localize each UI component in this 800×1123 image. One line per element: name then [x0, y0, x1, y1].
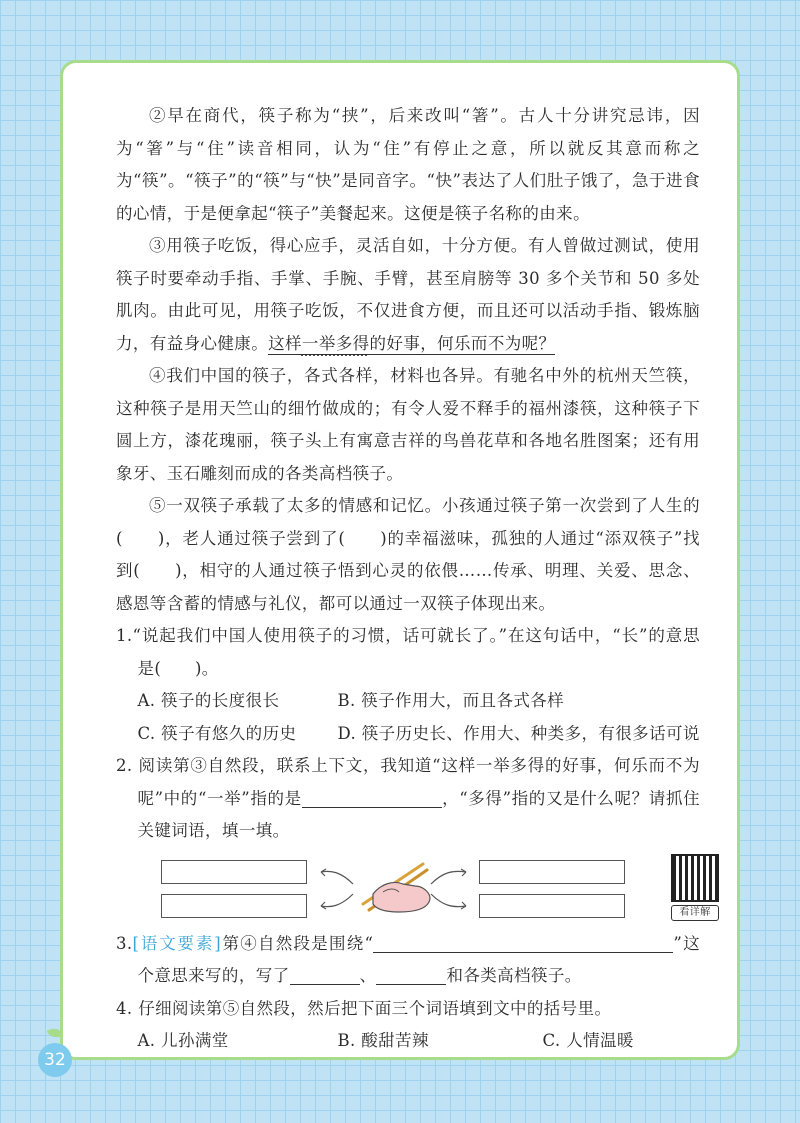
- q3-blank-theme[interactable]: [373, 932, 673, 953]
- dotted-phrase: 一举多得: [301, 333, 370, 353]
- hand-chopsticks-illustration: [311, 854, 476, 924]
- paragraph-3-underlined: [268, 334, 555, 355]
- paragraph-2: ②早在商代，筷子称为“挟”，后来改叫“箸”。古人十分讲究忌讳，因为“箸”与“住”读音相同，认为“住”有停止之意，所以就反其意而称之为“筷”。“筷子”的“筷”与“快”是同音字。“快”表达了人们肚子饿了，急于进食的心情，于是便拿起“筷子”美餐起来。这便是筷子名称的由来。: [116, 106, 700, 223]
- q1-option-c[interactable]: C. 筷子有悠久的历史: [137, 723, 297, 743]
- language-element-tag: [语文要素]: [132, 933, 222, 953]
- q1-option-d[interactable]: D. 筷子历史长、作用大、种类多，有很多话可说: [337, 723, 700, 743]
- q1-option-a[interactable]: A. 筷子的长度很长: [137, 691, 280, 710]
- question-3: [116, 928, 700, 993]
- answer-box-left-bottom[interactable]: [161, 894, 307, 918]
- arrow-left-bottom: [321, 894, 353, 907]
- arrow-left-top: [321, 871, 353, 884]
- q3-number: 3.: [116, 933, 133, 953]
- q3-text-b: ”这个意思来写的，写了: [137, 933, 700, 985]
- paragraph-3-main: ③用筷子吃饭，得心应手，灵活自如，十分方便。有人曾做过测试，使用筷子时要牵动手指、手掌、手腕、手臂，甚至肩膀等 30 多个关节和 50 多处肌肉。由此可见，用筷子吃饭，不仅进食方便，而且还可以活动手指、锻炼脑力，有益身心健康。: [116, 236, 700, 353]
- q3-blank-2[interactable]: [376, 964, 446, 985]
- page-number: 32: [38, 1043, 72, 1077]
- underline-part-a: 这样: [268, 333, 302, 353]
- question-1-options-row1: [116, 685, 700, 718]
- underline-part-c: 的好事，何乐而不为呢？: [369, 333, 556, 353]
- question-1: 1.“说起我们中国人使用筷子的习惯，话可就长了。”在这句话中，“长”的意思是( )。: [116, 626, 700, 678]
- q2-text-b: ，“多得”指的又是什么呢？请抓住关键词语，填一填。: [137, 788, 700, 840]
- q2-answer-blank[interactable]: [302, 787, 442, 808]
- q3-blank-1[interactable]: [290, 964, 360, 985]
- answer-box-left-top[interactable]: [161, 860, 307, 884]
- hand-shape: [373, 882, 430, 912]
- arrow-right-top: [431, 871, 466, 884]
- question-2: [116, 750, 700, 848]
- content: [116, 100, 711, 1058]
- answer-box-right-bottom[interactable]: [479, 894, 625, 918]
- answer-box-right-top[interactable]: [479, 860, 625, 884]
- chopsticks-diagram: [116, 854, 711, 924]
- question-4: 4. 仔细阅读第⑤自然段，然后把下面三个词语填到文中的括号里。: [116, 998, 612, 1018]
- qr-code[interactable]: [671, 854, 719, 902]
- question-4-options: [116, 1025, 700, 1058]
- qr-label[interactable]: 看详解: [671, 905, 719, 921]
- paragraph-3: [116, 230, 700, 360]
- q4-option-c[interactable]: C. 人情温暖: [542, 1031, 634, 1050]
- q4-option-b[interactable]: B. 酸甜苦辣: [337, 1031, 429, 1050]
- q3-text-c: 和各类高档筷子。: [446, 966, 582, 985]
- q1-option-b[interactable]: B. 筷子作用大，而且各式各样: [337, 691, 565, 710]
- paragraph-5: ⑤一双筷子承载了太多的情感和记忆。小孩通过筷子第一次尝到了人生的( )，老人通过筷子尝到了( )的幸福滋味，孤独的人通过“添双筷子”找到( )，相守的人通过筷子悟到心灵的依偎……传承、明理、关爱、思念、感恩等含蓄的情感与礼仪，都可以通过一双筷子体现出来。: [116, 496, 700, 613]
- question-1-options-row2: [116, 718, 700, 751]
- q4-option-a[interactable]: A. 儿孙满堂: [137, 1031, 229, 1050]
- arrow-right-bottom: [431, 894, 466, 907]
- paragraph-4: ④我们中国的筷子，各式各样，材料也各异。有驰名中外的杭州天竺筷，这种筷子是用天竺山的细竹做成的；有令人爱不释手的福州漆筷，这种筷子下圆上方，漆花瑰丽，筷子头上有寓意吉祥的鸟兽花草和各地名胜图案；还有用象牙、玉石雕刻而成的各类高档筷子。: [116, 366, 700, 483]
- q3-text-a: 第④自然段是围绕“: [221, 933, 374, 953]
- q3-separator: 、: [359, 966, 377, 985]
- q2-text-a: 2. 阅读第③自然段，联系上下文，我知道“这样一举多得的好事，何乐而不为呢”中的“一举”指的是: [116, 756, 700, 808]
